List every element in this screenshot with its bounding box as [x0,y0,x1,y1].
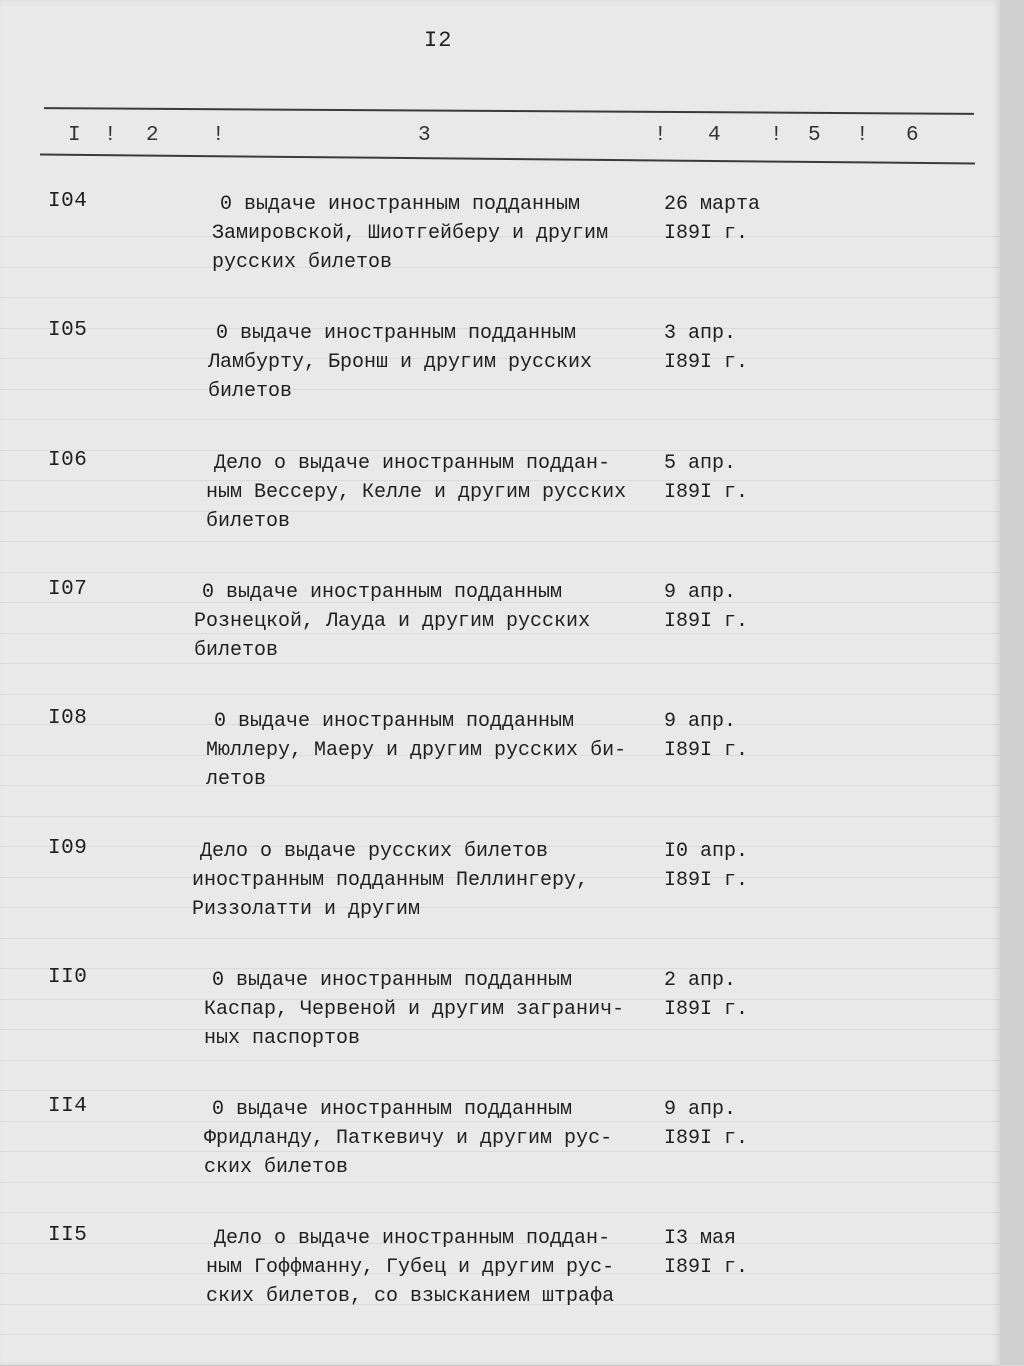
ruled-line [0,1090,1000,1091]
entry-date-line: I89I г. [664,481,749,504]
entry-date-line: I89I г. [664,351,749,374]
entry-title-line: Ламбурту, Бронш и другим русских [208,351,593,374]
entry-title-line: Дело о выдаче русских билетов [200,840,549,863]
entry-date-line: 3 апр. [664,322,737,345]
entry-date [664,449,748,507]
column-header-2: 2 [146,124,159,147]
column-separator: ! [654,124,667,147]
column-header-1: I [68,124,81,147]
header-top-rule [44,107,974,115]
entry-title-line: 0 выдаче иностранным подданным [212,1098,573,1121]
entry-date [664,1095,748,1153]
entry-date-line: I89I г. [664,1256,749,1279]
entry-title [206,707,666,794]
entry-title-line: Рознецкой, Лауда и другим русских [194,610,591,633]
entry-title-line: билетов [208,380,293,403]
entry-date-line: I3 мая [664,1227,737,1250]
entry-title-line: летов [206,768,267,791]
ruled-line [0,694,1000,695]
ruled-line [0,541,1000,542]
ruled-line [0,816,1000,817]
entry-date-line: 5 апр. [664,452,737,475]
entry-date-line: 26 марта [664,193,761,216]
column-header-5: 5 [808,124,821,147]
entry-title [212,190,672,277]
entry-date-line: 9 апр. [664,1098,737,1121]
entry-number: II0 [48,966,88,989]
entry-number: I05 [48,319,88,342]
entry-date [664,707,748,765]
entry-title-line: Мюллеру, Маеру и другим русских би- [206,739,627,762]
entry-number: I08 [48,707,88,730]
entry-number: I06 [48,449,88,472]
entry-date-line: I89I г. [664,869,749,892]
ruled-line [0,938,1000,939]
entry-title [192,837,652,924]
column-header-4: 4 [708,124,721,147]
entry-number: I07 [48,578,88,601]
entry-date-line: I89I г. [664,610,749,633]
entry-title-line: Дело о выдаче иностранным поддан- [214,1227,611,1250]
entry-date-line: 2 апр. [664,969,737,992]
entry-title [208,319,668,406]
entry-title-line: ным Гоффманну, Губец и другим рус- [206,1256,615,1279]
entry-title-line: билетов [194,639,279,662]
entry-title-line: 0 выдаче иностранным подданным [220,193,581,216]
entry-number: I04 [48,190,88,213]
page-edge [1000,0,1024,1365]
entry-date [664,190,760,248]
entry-title [204,1095,664,1182]
entry-title-line: Дело о выдаче иностранным поддан- [214,452,611,475]
entry-title [206,1224,666,1311]
page-number: I2 [424,28,453,53]
column-separator: ! [104,124,117,147]
ruled-line [0,1212,1000,1213]
entry-title [194,578,654,665]
entry-title-line: билетов [206,510,291,533]
entry-date [664,1224,748,1282]
ruled-line [0,572,1000,573]
column-header-6: 6 [906,124,919,147]
column-separator: ! [212,124,225,147]
column-header-3: 3 [418,124,431,147]
entry-title-line: Каспар, Червеной и другим загранич- [204,998,625,1021]
entry-title-line: Риззолатти и другим [192,898,421,921]
entry-number: II4 [48,1095,88,1118]
entry-title-line: 0 выдаче иностранным подданным [214,710,575,733]
entry-title-line: ным Вессеру, Келле и другим русских [206,481,627,504]
entry-title-line: 0 выдаче иностранным подданным [212,969,573,992]
entry-title-line: 0 выдаче иностранным подданным [216,322,577,345]
ruled-line [0,1182,1000,1183]
entry-date [664,578,748,636]
entry-date-line: I89I г. [664,998,749,1021]
column-separator: ! [770,124,783,147]
entry-title [206,449,666,536]
column-separator: ! [856,124,869,147]
entry-title-line: ских билетов [204,1156,349,1179]
ruled-line [0,1060,1000,1061]
entry-title-line: русских билетов [212,251,393,274]
entry-date [664,319,748,377]
ruled-line [0,419,1000,420]
entry-number: I09 [48,837,88,860]
entry-date-line: I89I г. [664,222,749,245]
ruled-line [0,1334,1000,1335]
entry-title-line: 0 выдаче иностранным подданным [202,581,563,604]
entry-date [664,966,748,1024]
entry-date-line: I89I г. [664,739,749,762]
entry-number: II5 [48,1224,88,1247]
entry-title-line: Замировской, Шиотгейберу и другим [212,222,609,245]
ruled-line [0,297,1000,298]
entry-date-line: I0 апр. [664,840,749,863]
entry-title-line: Фридланду, Паткевичу и другим рус- [204,1127,613,1150]
entry-date-line: 9 апр. [664,581,737,604]
entry-title-line: ных паспортов [204,1027,361,1050]
entry-date-line: I89I г. [664,1127,749,1150]
entry-title [204,966,664,1053]
entry-date [664,837,748,895]
entry-title-line: иностранным подданным Пеллингеру, [192,869,589,892]
entry-title-line: ских билетов, со взысканием штрафа [206,1285,615,1308]
entry-date-line: 9 апр. [664,710,737,733]
